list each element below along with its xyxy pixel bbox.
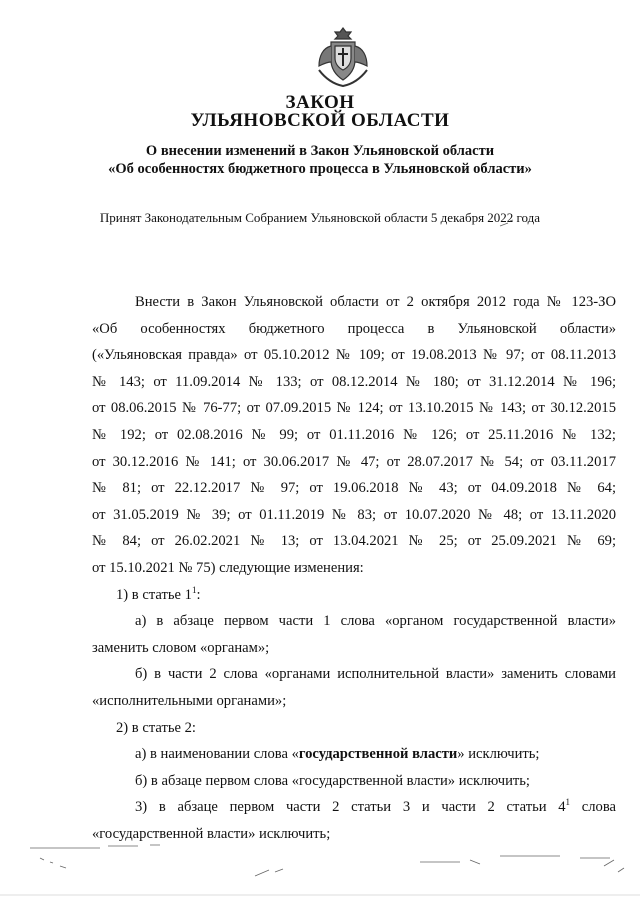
item-2b: б) в абзаце первом слова «государственной власти» исключить;	[135, 772, 530, 789]
item-1: 1) в статье $1^1$:	[116, 584, 201, 603]
law-region: УЛЬЯНОВСКОЙ ОБЛАСТИ	[190, 110, 450, 131]
item-3-line1: 3) в абзаце первом части 2 статьи 3 и части 2 статьи $4^1$ слова	[135, 797, 616, 816]
body-line: от 08.06.2015 № 76-77; от 07.09.2015 № 124; от 13.10.2015 № 143; от 30.12.2015	[92, 400, 616, 417]
body-line: «Об особенностях бюджетного процесса в Ульяновской области»	[92, 320, 616, 337]
body-line: № 143; от 11.09.2014 № 133; от 08.12.2014 № 180; от 31.12.2014 № 196;	[92, 373, 616, 390]
item-1a-line1: а) в абзаце первом части 1 слова «органом государственной власти»	[135, 613, 616, 630]
body-line: № 192; от 02.08.2016 № 99; от 01.11.2016 № 126; от 25.11.2016 № 132;	[92, 426, 616, 443]
item-1a-line2: заменить словом «органам»;	[92, 639, 270, 656]
superscript: 1	[191, 584, 197, 595]
body-line: («Ульяновская правда» от 05.10.2012 № 109; от 19.08.2013 № 97; от 08.11.2013	[92, 347, 616, 364]
body-line: № 81; от 22.12.2017 № 97; от 19.06.2018 № 43; от 04.09.2018 № 64;	[92, 480, 616, 497]
law-title: ЗАКОН	[285, 92, 355, 113]
body-line: от 15.10.2021 № 75) следующие изменения:	[92, 559, 364, 576]
superscript: 1	[565, 797, 571, 808]
item-1b-line2: «исполнительными органами»;	[92, 692, 287, 709]
law-subject-line1: О внесении изменений в Закон Ульяновской области	[145, 143, 495, 159]
law-subject-line2: «Об особенностях бюджетного процесса в Ульяновской области»	[108, 161, 532, 177]
body-line: Внести в Закон Ульяновской области от 2 октября 2012 года № 123-ЗО	[135, 294, 616, 310]
body-line: № 84; от 26.02.2021 № 13; от 13.04.2021 № 25; от 25.09.2021 № 69;	[92, 533, 616, 550]
bold-phrase: государственной власти	[298, 746, 458, 763]
adoption-note: Принят Законодательным Собранием Ульяновской области 5 декабря 2022 года	[99, 210, 541, 225]
body-line: от 30.12.2016 № 141; от 30.06.2017 № 47; от 28.07.2017 № 54; от 03.11.2017	[92, 453, 616, 470]
body-line: от 31.05.2019 № 39; от 01.11.2019 № 83; от 10.07.2020 № 48; от 13.11.2020	[92, 506, 616, 523]
item-2a: а) в наименовании слова «государственной власти» исключить;	[135, 746, 540, 763]
item-3-line2: «государственной власти» исключить;	[92, 825, 331, 842]
item-2: 2) в статье 2:	[116, 719, 196, 736]
item-1b-line1: б) в части 2 слова «органами исполнительной власти» заменить словами	[135, 666, 616, 683]
